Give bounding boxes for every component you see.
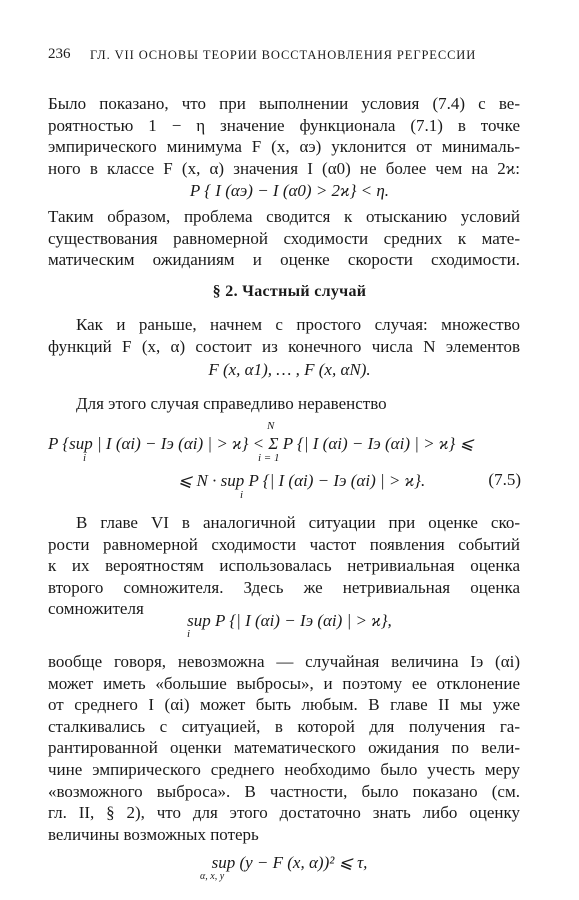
paragraph-3 [48, 314, 520, 357]
text-line: от среднего I (αi) может быть любым. В главе II мы уже [48, 695, 520, 715]
text-line: функций F (x, α) состоит из конечного числа N элементов [48, 336, 520, 356]
paragraph-6 [48, 651, 520, 845]
sup-subscript-i-2: i [240, 489, 244, 501]
sup-subscript-i-3: i [187, 628, 191, 640]
formula-function-set: F (x, α1), … , F (x, αN). [208, 360, 371, 379]
formula-7-5-line-1 [48, 433, 528, 455]
sum-upper-limit: N [267, 420, 275, 432]
paragraph-2 [48, 206, 520, 271]
text-line: второго сомножителя. Здесь же нетривиальная оценка [48, 577, 520, 597]
text-line: чине эмпирического среднего необходимо было учесть меру [48, 759, 520, 779]
text-line: рости равномерной сходимости частот появления событий [48, 534, 520, 554]
text-line: гл. II, § 2), что для этого достаточно знать либо оценку [48, 803, 520, 823]
text-line: В главе VI в аналогичной ситуации при оценке ско- [76, 513, 520, 532]
sup-subscript-alpha-x-y: α, x, y [200, 871, 225, 882]
text-line: Было показано, что при выполнении условия (7.4) с ве- [48, 94, 520, 113]
sup-subscript-i: i [83, 452, 87, 464]
text-line: к их вероятностям использовалась нетривиальная оценка [48, 556, 520, 576]
text-line: Как и раньше, начнем с простого случая: множество [76, 315, 520, 334]
text-line: может иметь «большие выбросы», и поэтому ее отклонение [48, 673, 520, 693]
page-number: 236 [48, 46, 71, 62]
text-line: ного в классе F (x, α) значения I (α0) не более чем на 2ϰ: [48, 158, 520, 178]
text-line: сталкивались с ситуацией, в которой для получения га- [48, 716, 520, 736]
text-line: величины возможных потерь [48, 824, 259, 844]
text-line: рантированной оценки математического ожидания по вели- [48, 738, 520, 758]
running-header [48, 46, 528, 66]
formula-text: P {sup | I (αi) − Iэ (αi) | > ϰ} < Σ P {| I (αi) − Iэ (αi) | > ϰ} ⩽ [48, 434, 474, 453]
paragraph-4 [48, 393, 520, 415]
section-heading: § 2. Частный случай [212, 283, 367, 300]
paragraph-5 [48, 512, 520, 620]
sum-lower-limit: i = 1 [258, 452, 280, 464]
text-line: матическим ожиданиям и оценке скорости сходимости. [48, 250, 520, 270]
formula-deviation-probability: P { I (αэ) − I (α0) > 2ϰ} < η. [189, 181, 390, 200]
text-line: Таким образом, проблема сводится к отысканию условий [48, 207, 520, 226]
formula-loss-bound: sup (y − F (x, α))² ⩽ τ, [211, 853, 368, 872]
paragraph-1 [48, 93, 520, 179]
equation-number: (7.5) [488, 470, 521, 489]
text-line: существования равномерной сходимости средних к мате- [48, 228, 520, 248]
text-line: Для этого случая справедливо неравенство [76, 394, 387, 413]
text-line: сомножителя [48, 599, 144, 619]
text-line: «возможного выброса». В частности, было показано (см. [48, 781, 520, 801]
text-line: роятностью 1 − η значение функционала (7.1) в точке [48, 115, 520, 135]
text-line: эмпирического минимума F (x, αэ) уклонится от минималь- [48, 137, 520, 157]
running-title: ГЛ. VII ОСНОВЫ ТЕОРИИ ВОССТАНОВЛЕНИЯ РЕГРЕССИИ [90, 48, 477, 62]
text-line: вообще говоря, невозможна — случайная величина Iэ (αi) [48, 652, 520, 671]
formula-7-5-line-2: ⩽ N · sup P {| I (αi) − Iэ (αi) | > ϰ}. [178, 471, 426, 490]
formula-sup-probability: sup P {| I (αi) − Iэ (αi) | > ϰ}, [187, 611, 392, 630]
